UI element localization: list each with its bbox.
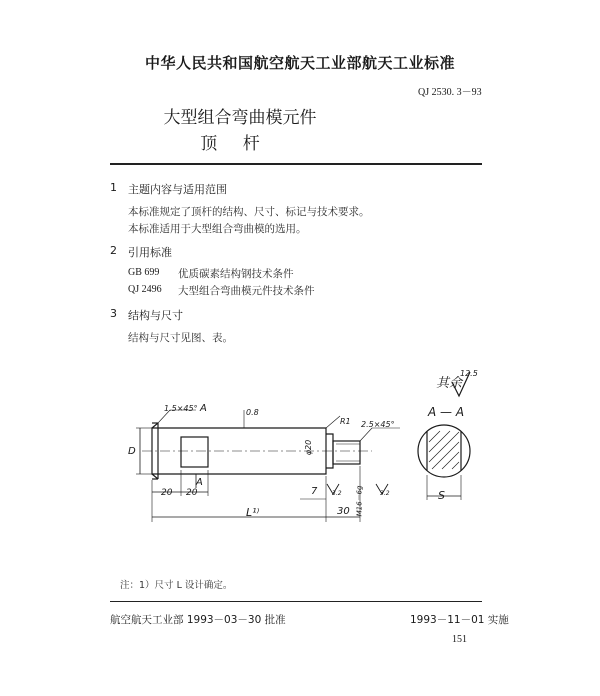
effective-date: 1993－11－01 实施 (410, 614, 509, 626)
dim-20-right: 20 (186, 488, 198, 498)
approval-info: 航空航天工业部 1993－03－30 批准 (110, 614, 286, 626)
reference-code: GB 699 (128, 267, 160, 278)
section-paragraph: 本标准规定了顶杆的结构、尺寸、标记与技术要求。 (128, 206, 370, 218)
section-paragraph: 结构与尺寸见图、表。 (128, 332, 233, 344)
section-title: 主题内容与适用范围 (128, 183, 227, 196)
section-paragraph: 本标准适用于大型组合弯曲模的选用。 (128, 223, 307, 235)
issuing-agency: 中华人民共和国航空航天工业部航天工业标准 (144, 54, 455, 72)
section-title: 结构与尺寸 (128, 309, 183, 322)
tolerance-label: 0.8 (246, 408, 259, 417)
view-marker-label: A (200, 403, 207, 414)
dim-20-left: 20 (161, 488, 173, 498)
width-S-label: S (438, 489, 445, 502)
section-label: A — A (428, 405, 465, 419)
reference-title: 优质碳素结构钢技术条件 (178, 268, 294, 280)
footnote: 注：1）尺寸 L 设计确定。 (120, 580, 233, 591)
view-arrow-A: A (196, 477, 203, 488)
chamfer-right-label: 2.5×45° (361, 420, 395, 429)
thread-label: M16－6g (355, 485, 364, 517)
section-hatch (429, 431, 459, 469)
section-number: 1 (110, 181, 117, 194)
length-L-label: L¹⁾ (246, 506, 260, 519)
section-number: 2 (110, 244, 117, 257)
standard-number: QJ 2530. 3－93 (418, 87, 482, 98)
dim-30-label: 30 (337, 506, 350, 517)
roughness-3-2-a: 3.2 (332, 490, 342, 497)
pin-slot (181, 437, 208, 467)
thread-section (333, 441, 360, 464)
roughness-other-label: 其余 (436, 376, 463, 391)
diameter-D-label: D (128, 446, 136, 457)
reference-title: 大型组合弯曲模元件技术条件 (178, 285, 315, 297)
chamfer-left-label: 1.5×45° (164, 404, 198, 413)
roughness-3-2-b: 3.2 (380, 490, 390, 497)
doc-title: 大型组合弯曲模元件 (163, 108, 317, 128)
reference-code: QJ 2496 (128, 284, 162, 295)
doc-subtitle: 顶 杆 (200, 134, 270, 154)
diameter-20-label: φ20 (304, 439, 314, 456)
dim-7-label: 7 (311, 486, 318, 497)
footer-divider (110, 601, 482, 602)
page-number: 151 (452, 634, 467, 645)
section-number: 3 (110, 307, 117, 320)
section-circle (418, 425, 470, 477)
radius-label: R1 (340, 417, 351, 426)
section-title: 引用标准 (128, 246, 172, 259)
roughness-other-value: 12.5 (460, 369, 478, 378)
